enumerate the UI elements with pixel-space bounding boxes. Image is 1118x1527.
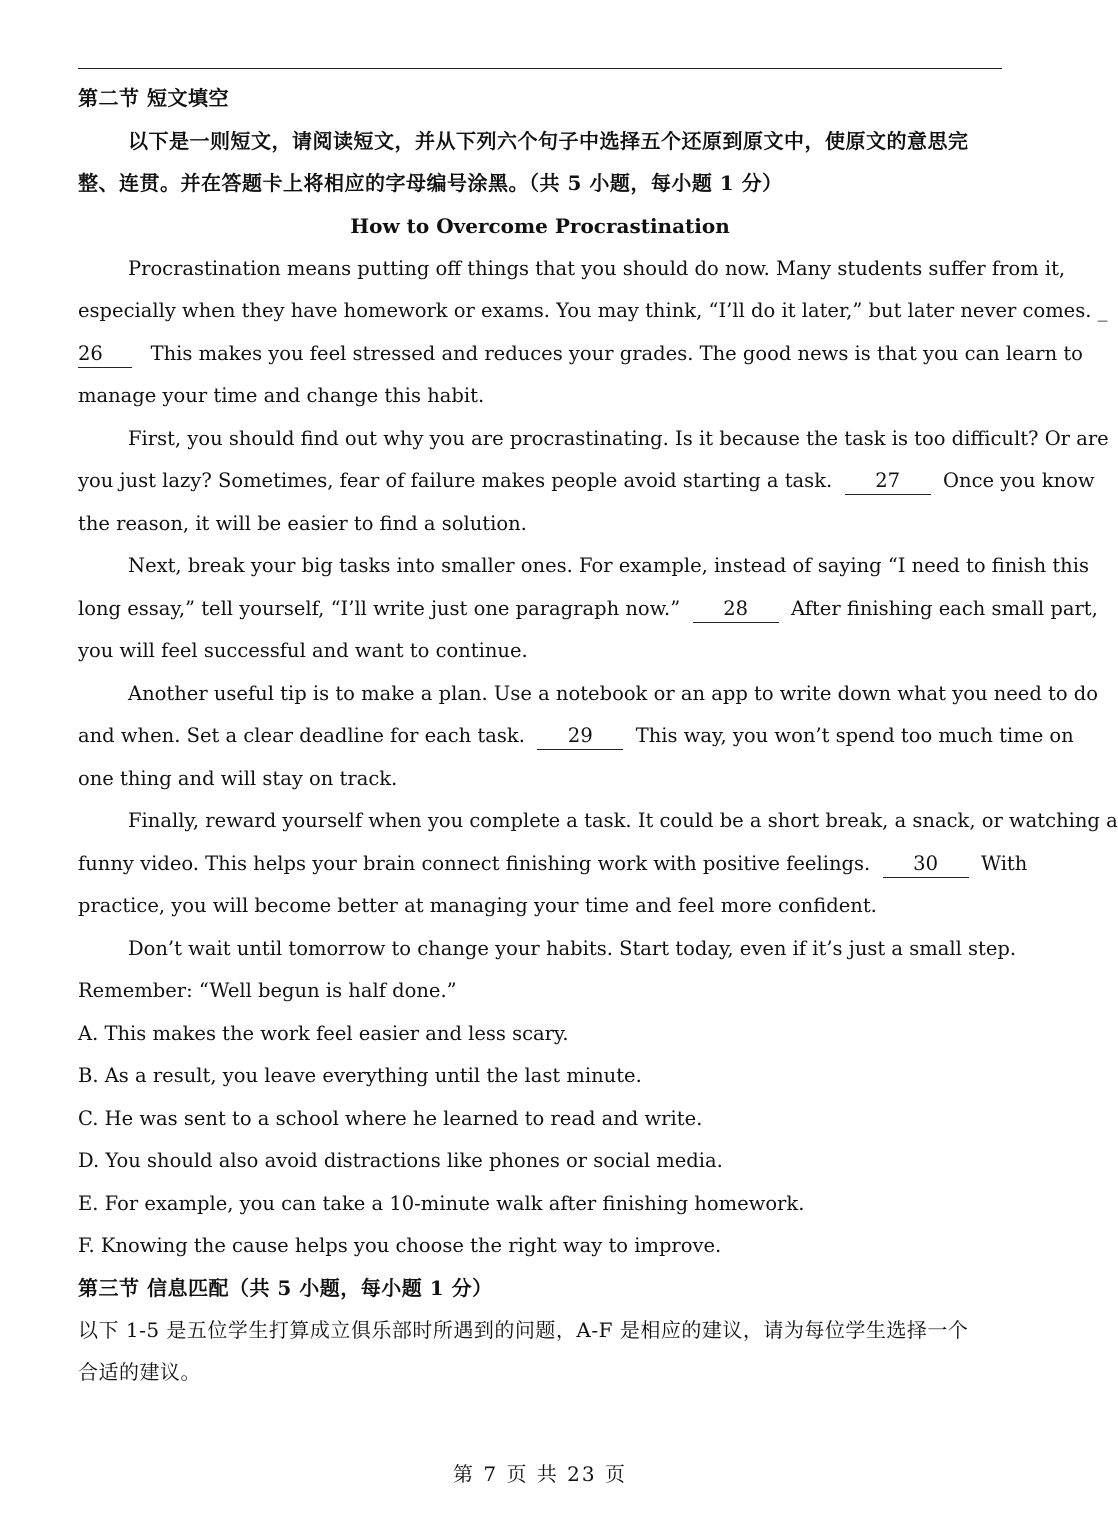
passage-p3-line1: Next, break your big tasks into smaller ones. For example, instead of saying “I need to finish this: [128, 554, 1089, 577]
section3-heading: 第三节 信息匹配（共 5 小题，每小题 1 分）: [78, 1276, 493, 1300]
option-b: B. As a result, you leave everything until the last minute.: [78, 1064, 642, 1087]
passage-p1-line4: manage your time and change this habit.: [78, 384, 485, 407]
passage-text: funny video. This helps your brain connect finishing work with positive feelings.: [78, 852, 871, 875]
passage-text: This makes you feel stressed and reduces your grades. The good news is that you can learn to: [150, 342, 1083, 365]
section2-heading: 第二节 短文填空: [78, 86, 229, 110]
option-c: C. He was sent to a school where he learned to read and write.: [78, 1107, 703, 1130]
passage-p2-line1: First, you should find out why you are procrastinating. Is it because the task is too difficult? Or are: [128, 427, 1109, 450]
passage-text: This way, you won’t spend too much time on: [635, 724, 1074, 747]
passage-p3-line2: [78, 588, 1098, 630]
section3-instruction-line2: 合适的建议。: [78, 1360, 201, 1384]
section2-instruction-line2: 整、连贯。并在答题卡上将相应的字母编号涂黑。（共 5 小题，每小题 1 分）: [78, 171, 783, 195]
page-footer: 第 7 页 共 23 页: [453, 1462, 627, 1486]
passage-p5-line2: [78, 843, 1028, 885]
blank-28[interactable]: 28: [693, 596, 779, 623]
blank-26[interactable]: 26: [78, 341, 132, 368]
passage-p3-line3: you will feel successful and want to continue.: [78, 639, 528, 662]
section2-instruction-line1: 以下是一则短文，请阅读短文，并从下列六个句子中选择五个还原到原文中，使原文的意思完: [128, 129, 969, 153]
passage-p4-line3: one thing and will stay on track.: [78, 767, 398, 790]
passage-text: long essay,” tell yourself, “I’ll write just one paragraph now.”: [78, 597, 681, 620]
passage-p5-line3: practice, you will become better at managing your time and feel more confident.: [78, 894, 877, 917]
blank-30[interactable]: 30: [883, 851, 969, 878]
passage-p1-line3: [78, 333, 1083, 375]
passage-p2-line2: [78, 460, 1095, 502]
section3-instruction-line1: 以下 1-5 是五位学生打算成立俱乐部时所遇到的问题，A-F 是相应的建议，请为每位学生选择一个: [78, 1318, 969, 1342]
passage-text: With: [981, 852, 1028, 875]
passage-p6-line1: Don’t wait until tomorrow to change your habits. Start today, even if it’s just a small step.: [128, 937, 1017, 960]
passage-p6-line2: Remember: “Well begun is half done.”: [78, 979, 457, 1002]
blank-26-lead: _: [1097, 299, 1108, 322]
passage-p4-line1: Another useful tip is to make a plan. Use a notebook or an app to write down what you need to do: [128, 682, 1099, 705]
passage-text: After finishing each small part,: [791, 597, 1098, 620]
option-a: A. This makes the work feel easier and less scary.: [78, 1022, 569, 1045]
blank-27[interactable]: 27: [845, 468, 931, 495]
top-rule: [78, 68, 1002, 69]
option-f: F. Knowing the cause helps you choose the right way to improve.: [78, 1234, 722, 1257]
passage-p4-line2: [78, 715, 1074, 757]
passage-title: How to Overcome Procrastination: [350, 214, 730, 238]
passage-p2-line3: the reason, it will be easier to find a solution.: [78, 512, 527, 535]
passage-text: especially when they have homework or exams. You may think, “I’ll do it later,” but later never comes.: [78, 299, 1092, 322]
option-e: E. For example, you can take a 10-minute walk after finishing homework.: [78, 1192, 805, 1215]
passage-p1-line1: Procrastination means putting off things that you should do now. Many students suffer from it,: [128, 257, 1066, 280]
passage-p1-line2: [78, 290, 1108, 332]
option-d: D. You should also avoid distractions like phones or social media.: [78, 1149, 723, 1172]
passage-text: Once you know: [943, 469, 1095, 492]
passage-p5-line1: Finally, reward yourself when you complete a task. It could be a short break, a snack, or watching a: [128, 809, 1118, 832]
blank-29[interactable]: 29: [537, 723, 623, 750]
passage-text: and when. Set a clear deadline for each task.: [78, 724, 525, 747]
passage-text: you just lazy? Sometimes, fear of failure makes people avoid starting a task.: [78, 469, 833, 492]
